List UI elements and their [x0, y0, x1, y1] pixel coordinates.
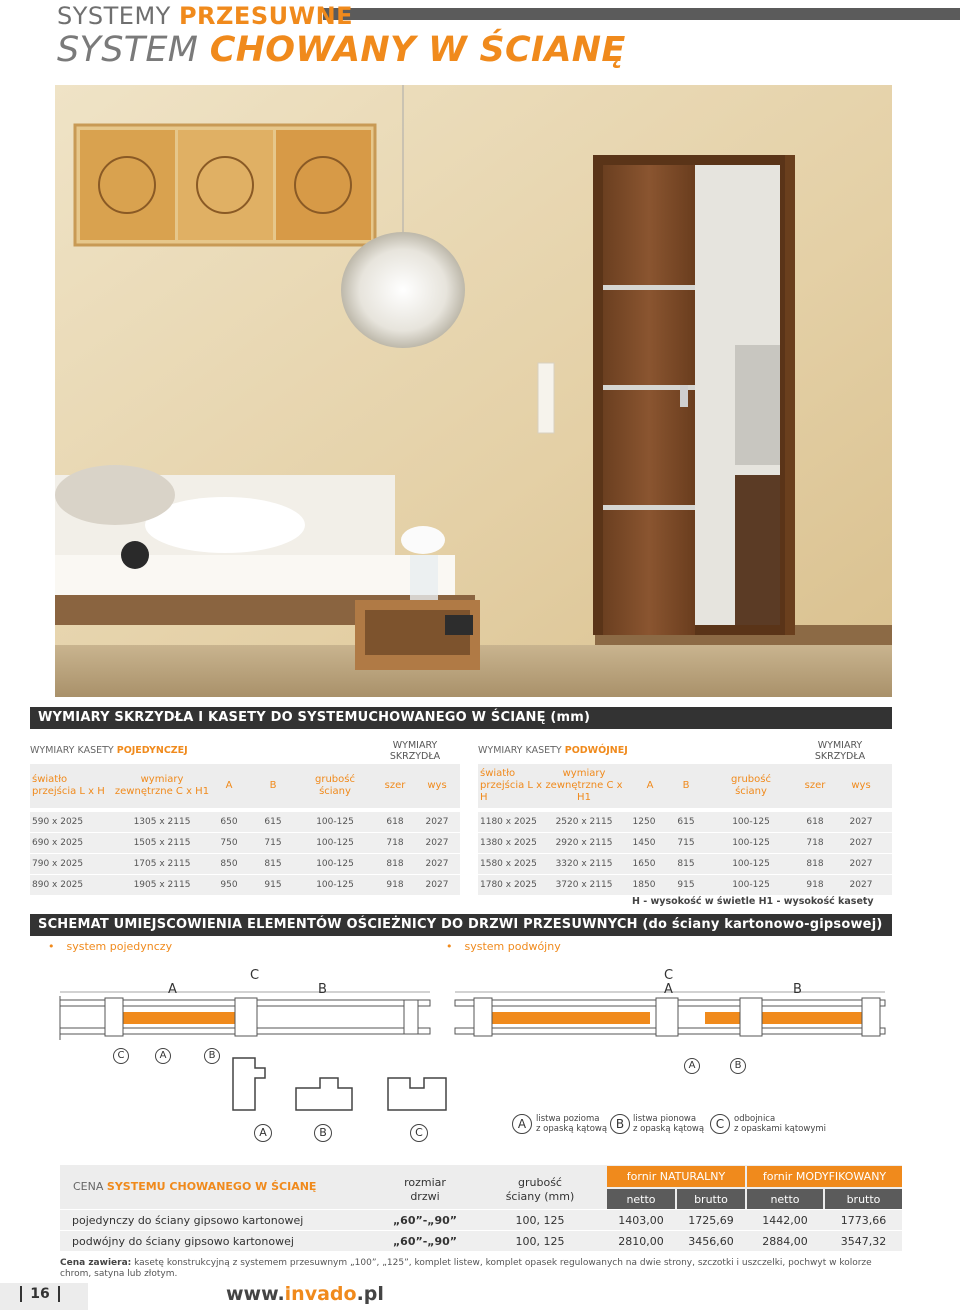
cell: 1580 x 2025: [480, 859, 537, 869]
wing-dimensions-header: WYMIARY SKRZYDŁA: [814, 740, 866, 762]
section-schema-heading: SCHEMAT UMIEJSCOWIENIA ELEMENTÓW OŚCIEŻNICY DO DRZWI PRZESUWNYCH (do ściany kartonowo-gipsowej): [30, 914, 892, 936]
cell: 1180 x 2025: [480, 817, 537, 827]
col-b: B: [269, 780, 277, 791]
cell: 2027: [425, 880, 449, 890]
cell: 2027: [849, 838, 873, 848]
single-table-title: WYMIARY KASETY POJEDYNCZEJ: [30, 745, 188, 756]
cell: 615: [264, 817, 282, 827]
cell: 918: [386, 880, 404, 890]
legend-a-text: listwa pozioma z opaską kątową: [536, 1114, 608, 1134]
cell: 1380 x 2025: [480, 838, 537, 848]
table-header: [478, 764, 892, 808]
cell: 100-125: [732, 880, 770, 890]
room-illustration: [55, 85, 892, 697]
legend-b-badge: B: [610, 1114, 630, 1134]
height-legend: H - wysokość w świetle H1 - wysokość kasety: [632, 896, 874, 907]
circle-b-double: B: [730, 1058, 746, 1074]
cell: 100-125: [732, 859, 770, 869]
cell: 790 x 2025: [32, 859, 84, 869]
label-c-double: C: [664, 968, 674, 983]
col-door-size: rozmiar drzwi: [404, 1176, 446, 1203]
price-wall: 100, 125: [515, 1213, 565, 1227]
cell: 1505 x 2115: [133, 838, 191, 848]
price-wall: 100, 125: [515, 1234, 565, 1248]
label-b-double: B: [793, 982, 802, 997]
cell: 2027: [849, 880, 873, 890]
cell: 690 x 2025: [32, 838, 84, 848]
brutto-header: brutto: [677, 1189, 745, 1209]
cell: 2027: [849, 859, 873, 869]
price-size: „60”-„90”: [392, 1234, 458, 1248]
cell: 1305 x 2115: [133, 817, 191, 827]
col-b: B: [682, 780, 690, 791]
cell: 818: [386, 859, 404, 869]
table-row: [30, 812, 460, 832]
table-row: [30, 854, 460, 874]
price-row: [60, 1210, 902, 1230]
price-size: „60”-„90”: [392, 1213, 458, 1227]
cell: 1250: [632, 817, 656, 827]
cell: 615: [677, 817, 695, 827]
price-value: 1773,66: [840, 1213, 887, 1227]
cell: 2520 x 2115: [555, 817, 613, 827]
cell: 915: [264, 880, 282, 890]
frame-schema-diagram: [0, 960, 960, 1150]
cell: 750: [220, 838, 238, 848]
cell: 718: [806, 838, 824, 848]
price-value: 1442,00: [762, 1213, 808, 1227]
cell: 1780 x 2025: [480, 880, 537, 890]
col-height: wys: [851, 780, 871, 791]
cell: 1705 x 2115: [133, 859, 191, 869]
price-product: podwójny do ściany gipsowo kartonowej: [72, 1234, 294, 1248]
circle-a-profile: A: [254, 1124, 272, 1142]
table-row: [30, 875, 460, 895]
cell: 2027: [425, 859, 449, 869]
col-a: A: [646, 780, 654, 791]
cell: 2027: [849, 817, 873, 827]
col-external: wymiary zewnętrzne C x H1: [545, 768, 623, 803]
double-table-title: WYMIARY KASETY PODWÓJNEJ: [478, 745, 628, 756]
circle-b-profile: B: [314, 1124, 332, 1142]
legend-a-badge: A: [512, 1114, 532, 1134]
col-wall-thickness: grubość ściany (mm): [505, 1176, 575, 1203]
price-value: 3456,60: [688, 1234, 734, 1248]
cell: 100-125: [316, 838, 354, 848]
section-dimensions-heading: WYMIARY SKRZYDŁA I KASETY DO SYSTEMUCHOWANEGO W ŚCIANĘ (mm): [30, 707, 892, 729]
bullet-double-system: • system podwójny: [446, 940, 561, 953]
cell: 3720 x 2115: [555, 880, 613, 890]
page-number: 16: [20, 1286, 60, 1302]
cell: 618: [806, 817, 824, 827]
cell: 100-125: [316, 817, 354, 827]
bullet-single-system: • system pojedynczy: [48, 940, 172, 953]
fornir-natural-header: fornir NATURALNY: [607, 1166, 745, 1187]
cell: 100-125: [732, 838, 770, 848]
label-a-single: A: [168, 982, 177, 997]
col-width: szer: [384, 780, 406, 791]
label-b-single: B: [318, 982, 327, 997]
cell: 650: [220, 817, 238, 827]
legend-c-badge: C: [710, 1114, 730, 1134]
cell: 618: [386, 817, 404, 827]
cell: 2027: [425, 838, 449, 848]
cell: 918: [806, 880, 824, 890]
col-clear-opening: światło przejścia L x H: [32, 774, 105, 797]
cell: 1905 x 2115: [133, 880, 191, 890]
cell: 915: [677, 880, 695, 890]
cell: 718: [386, 838, 404, 848]
cell: 100-125: [732, 817, 770, 827]
cell: 818: [806, 859, 824, 869]
website-link[interactable]: www.invado.pl: [226, 1283, 384, 1305]
col-external: wymiary zewnętrzne C x H1: [114, 774, 210, 797]
label-a-double: A: [664, 982, 673, 997]
circle-c-single: C: [113, 1048, 129, 1064]
price-value: 2810,00: [618, 1234, 664, 1248]
circle-a-double: A: [684, 1058, 700, 1074]
cell: 815: [677, 859, 695, 869]
netto-header: netto: [747, 1189, 823, 1209]
cell: 2027: [425, 817, 449, 827]
price-value: 2884,00: [762, 1234, 808, 1248]
legend-b-text: listwa pionowa z opaską kątową: [633, 1114, 705, 1134]
circle-c-profile: C: [410, 1124, 428, 1142]
netto-header: netto: [607, 1189, 675, 1209]
room-photo: [55, 85, 892, 697]
price-title: CENA SYSTEMU CHOWANEGO W ŚCIANĘ: [73, 1180, 317, 1193]
price-value: 1403,00: [618, 1213, 664, 1227]
table-header: [30, 764, 460, 808]
cell: 2920 x 2115: [555, 838, 613, 848]
cell: 100-125: [316, 859, 354, 869]
cell: 715: [264, 838, 282, 848]
table-row: [478, 833, 892, 853]
single-system-drawing: [60, 992, 430, 1040]
cell: 1650: [632, 859, 656, 869]
table-row: [478, 812, 892, 832]
table-row: [30, 833, 460, 853]
price-includes-note: Cena zawiera: kasetę konstrukcyjną z systemem przesuwnym „100”, „125”, komplet listew, komplet opasek regulowanych na dwie strony, szczotki i uszczelki, pochwyt w kolorze chrom, satyna lub złotym.: [60, 1258, 872, 1279]
circle-b-single: B: [204, 1048, 220, 1064]
page-title: SYSTEM CHOWANY W ŚCIANĘ: [57, 30, 626, 70]
cell: 1850: [632, 880, 656, 890]
category-heading: SYSTEMY PRZESUWNE: [57, 2, 354, 30]
price-value: 1725,69: [688, 1213, 734, 1227]
double-system-drawing: [455, 992, 885, 1036]
header-bar: [323, 8, 960, 20]
cell: 1450: [632, 838, 656, 848]
cell: 890 x 2025: [32, 880, 84, 890]
col-a: A: [225, 780, 233, 791]
col-clear-opening: światło przejścia L x H: [480, 768, 543, 803]
table-row: [478, 875, 892, 895]
circle-a-single: A: [155, 1048, 171, 1064]
price-row: [60, 1231, 902, 1251]
col-wall: grubość ściany: [315, 774, 355, 797]
legend-c-text: odbojnica z opaskami kątowymi: [734, 1114, 827, 1134]
profile-shapes: [233, 1058, 446, 1110]
table-row: [478, 854, 892, 874]
fornir-modified-header: fornir MODYFIKOWANY: [747, 1166, 902, 1187]
cell: 3320 x 2115: [555, 859, 613, 869]
brutto-header: brutto: [825, 1189, 902, 1209]
cell: 100-125: [316, 880, 354, 890]
cell: 815: [264, 859, 282, 869]
col-wall: grubość ściany: [731, 774, 771, 797]
price-value: 3547,32: [840, 1234, 887, 1248]
label-c-single: C: [250, 968, 260, 983]
cell: 715: [677, 838, 695, 848]
price-product: pojedynczy do ściany gipsowo kartonowej: [72, 1213, 304, 1227]
col-width: szer: [804, 780, 826, 791]
col-height: wys: [427, 780, 447, 791]
cell: 850: [220, 859, 238, 869]
cell: 950: [220, 880, 238, 890]
cell: 590 x 2025: [32, 817, 84, 827]
wing-dimensions-header: WYMIARY SKRZYDŁA: [389, 740, 441, 762]
